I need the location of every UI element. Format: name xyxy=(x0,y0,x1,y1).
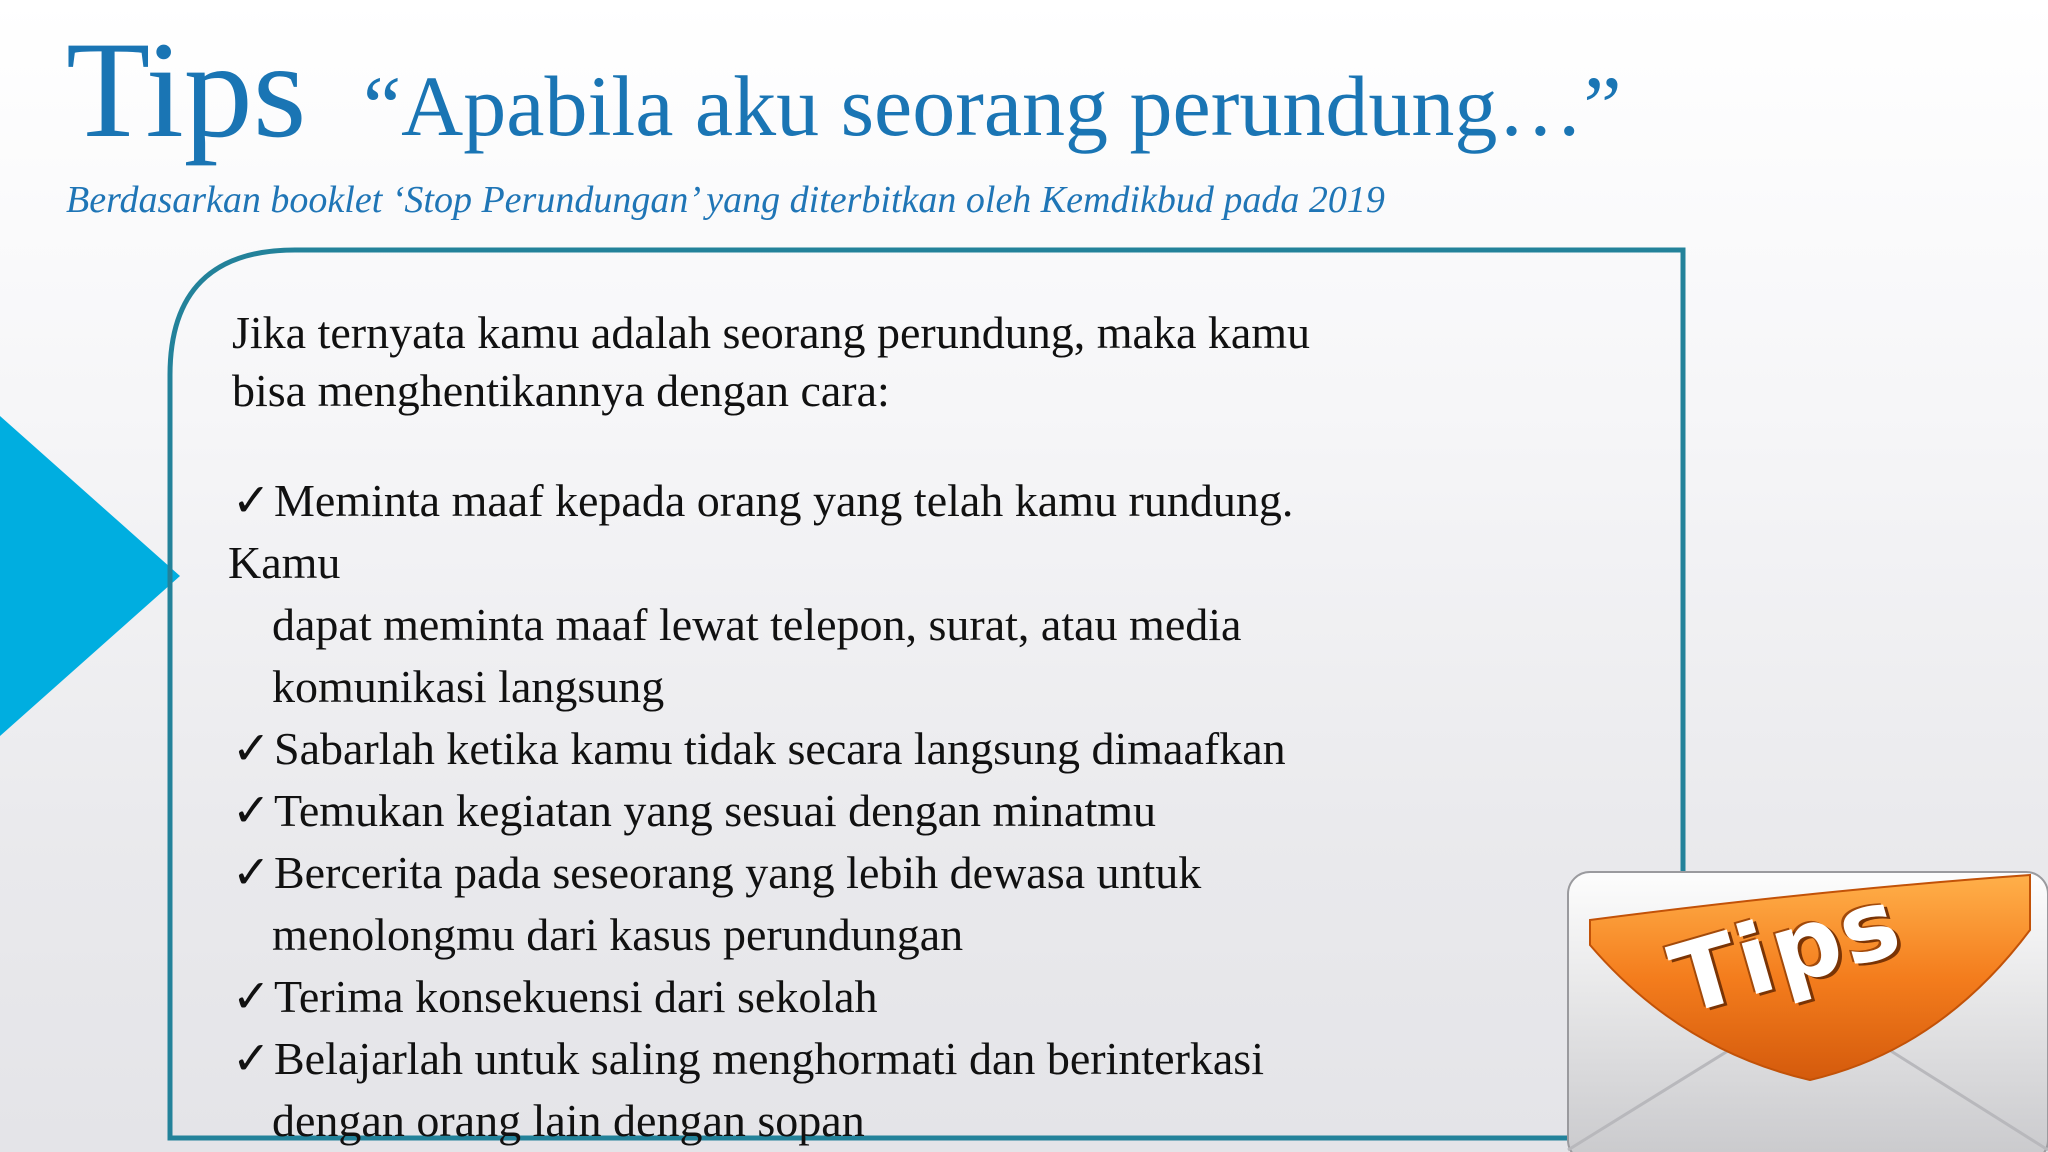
list-item xyxy=(228,470,1612,718)
checkmark-icon: ✓ xyxy=(232,971,271,1022)
list-item-text: Sabarlah ketika kamu tidak secara langsung dimaafkan xyxy=(274,723,1286,774)
list-item-text: menolongmu dari kasus perundungan xyxy=(272,909,964,960)
list-item-text: dapat meminta maaf lewat telepon, surat, atau media xyxy=(272,599,1242,650)
list-item xyxy=(232,1028,1612,1152)
intro-line: bisa menghentikannya dengan cara: xyxy=(232,365,890,416)
arrow-decoration-icon xyxy=(0,416,185,736)
checkmark-icon: ✓ xyxy=(232,785,271,836)
list-item-text: Kamu xyxy=(228,537,341,588)
list-item-text: Belajarlah untuk saling menghormati dan berinterkasi xyxy=(274,1033,1264,1084)
intro-text xyxy=(232,304,1612,420)
page-title: Tips xyxy=(66,13,307,166)
page-subtitle: Berdasarkan booklet ‘Stop Perundungan’ yang diterbitkan oleh Kemdikbud pada 2019 xyxy=(66,179,1385,221)
list-item xyxy=(232,966,1612,1028)
checkmark-icon: ✓ xyxy=(232,723,271,774)
list-item-text: Meminta maaf kepada orang yang telah kamu rundung. xyxy=(274,475,1294,526)
list-item xyxy=(232,842,1612,966)
list-item-text: komunikasi langsung xyxy=(272,661,665,712)
list-item xyxy=(232,780,1612,842)
tips-badge-label: Tips xyxy=(1659,865,1914,1037)
checkmark-icon: ✓ xyxy=(232,847,271,898)
list-item-text: Bercerita pada seseorang yang lebih dewasa untuk xyxy=(274,847,1202,898)
checkmark-icon: ✓ xyxy=(232,475,271,526)
page-title-quote: “Apabila aku seorang perundung…” xyxy=(363,58,1622,154)
list-item-text: dengan orang lain dengan sopan xyxy=(272,1095,865,1146)
content-body xyxy=(228,304,1612,1152)
list-item-text: Terima konsekuensi dari sekolah xyxy=(274,971,878,1022)
list-item-text: Temukan kegiatan yang sesuai dengan minatmu xyxy=(274,785,1157,836)
checkmark-icon: ✓ xyxy=(232,1033,271,1084)
list-item xyxy=(232,718,1612,780)
intro-line: Jika ternyata kamu adalah seorang perundung, maka kamu xyxy=(232,307,1311,358)
